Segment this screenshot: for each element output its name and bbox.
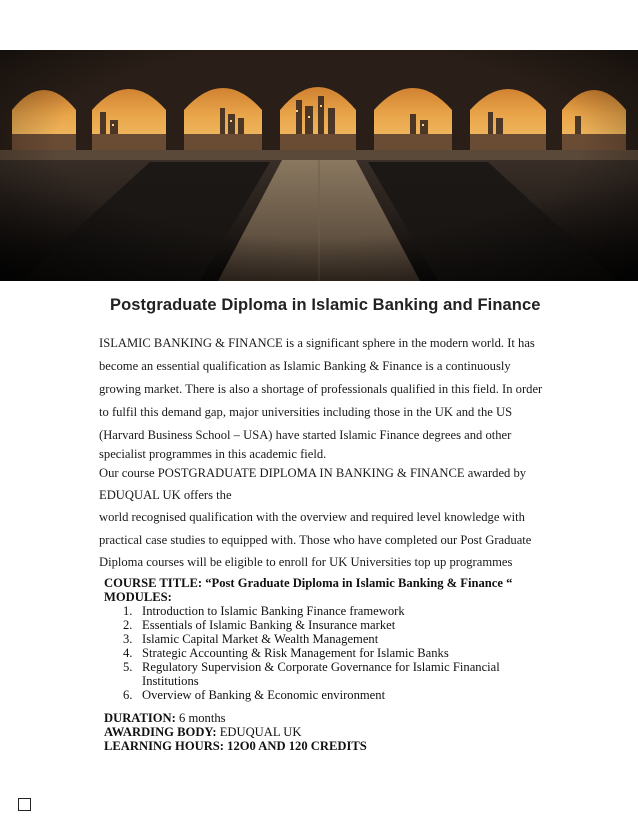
- modules-label: MODULES:: [104, 590, 172, 604]
- module-number: 1.: [123, 604, 133, 618]
- list-item: [104, 618, 524, 632]
- paragraph-line: growing market. There is also a shortage of professionals qualified in this field. In order: [99, 382, 543, 396]
- awarding-row: [104, 725, 524, 739]
- paragraph-line: to fulfil this demand gap, major universities including those in the UK and the US: [99, 405, 513, 419]
- modules-list: [104, 604, 524, 702]
- module-text: Islamic Capital Market & Wealth Management: [142, 632, 379, 646]
- module-text: Regulatory Supervision & Corporate Governance for Islamic Financial Institutions: [142, 660, 500, 688]
- duration-value: 6 months: [175, 711, 226, 725]
- hero-image: [0, 50, 638, 281]
- paragraph-line: ISLAMIC BANKING & FINANCE is a significant sphere in the modern world. It has: [99, 336, 535, 350]
- course-meta: [104, 711, 524, 753]
- paragraph-line: world recognised qualification with the overview and required level knowledge with: [99, 510, 525, 524]
- module-number: 4.: [123, 646, 133, 660]
- course-title: COURSE TITLE: “Post Graduate Diploma in Islamic Banking & Finance “: [104, 576, 513, 590]
- module-number: 5.: [123, 660, 133, 674]
- awarding-value: EDUQUAL UK: [216, 725, 302, 739]
- paragraph-line: become an essential qualification as Islamic Banking & Finance is a continuously: [99, 359, 511, 373]
- list-item: [104, 604, 524, 618]
- list-item: [104, 660, 524, 688]
- arcade-skyline-illustration: [0, 50, 638, 281]
- duration-row: [104, 711, 524, 725]
- module-text: Introduction to Islamic Banking Finance framework: [142, 604, 405, 618]
- list-item: [104, 688, 524, 702]
- duration-label: DURATION:: [104, 711, 176, 725]
- learning-hours: LEARNING HOURS: 12O0 AND 120 CREDITS: [104, 739, 367, 753]
- module-text: Essentials of Islamic Banking & Insurance market: [142, 618, 396, 632]
- paragraph-line: practical case studies to equipped with. Those who have completed our Post Graduate: [99, 533, 532, 547]
- list-item: [104, 632, 524, 646]
- course-details: [104, 576, 524, 753]
- page-title: Postgraduate Diploma in Islamic Banking and Finance: [110, 296, 541, 314]
- module-text: Strategic Accounting & Risk Management for Islamic Banks: [142, 646, 449, 660]
- paragraph-line: Our course POSTGRADUATE DIPLOMA IN BANKING & FINANCE awarded by: [99, 466, 527, 480]
- checkbox[interactable]: [18, 798, 31, 811]
- module-number: 3.: [123, 632, 133, 646]
- paragraph-line: (Harvard Business School – USA) have started Islamic Finance degrees and other: [99, 428, 512, 442]
- paragraph-line: EDUQUAL UK offers the: [99, 488, 232, 502]
- paragraph-line: Diploma courses will be eligible to enroll for UK Universities top up programmes: [99, 555, 513, 569]
- module-number: 6.: [123, 688, 133, 702]
- module-number: 2.: [123, 618, 133, 632]
- paragraph-line: specialist programmes in this academic field.: [99, 447, 327, 461]
- list-item: [104, 646, 524, 660]
- module-text: Overview of Banking & Economic environment: [142, 688, 386, 702]
- awarding-label: AWARDING BODY:: [104, 725, 217, 739]
